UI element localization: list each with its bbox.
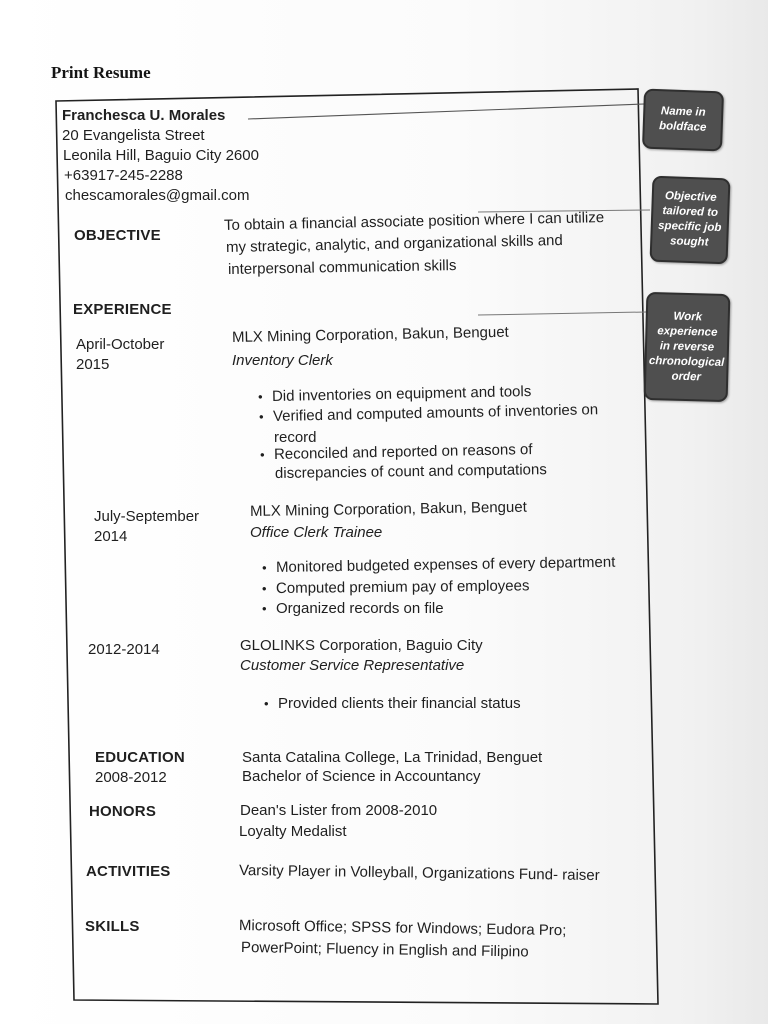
callout-2-line-2: tailored to xyxy=(662,205,719,219)
address-line-1: 20 Evangelista Street xyxy=(62,127,205,144)
callout-3-line-3: in reverse xyxy=(659,339,715,354)
job-3-dates: 2012-2014 xyxy=(88,641,160,658)
callout-3-line-4: chronological xyxy=(648,354,725,369)
address-line-2: Leonila Hill, Baguio City 2600 xyxy=(63,147,259,164)
objective-line-3: interpersonal communication skills xyxy=(227,257,457,278)
callout-2-line-3: specific job xyxy=(657,219,722,235)
experience-pointer-line xyxy=(478,312,646,315)
callout-1-line-1: Name in xyxy=(660,105,706,119)
name-pointer-line xyxy=(248,104,644,119)
education-years: 2008-2012 xyxy=(95,769,167,786)
callout-name-in-boldface xyxy=(642,89,724,152)
applicant-name: Franchesca U. Morales xyxy=(62,107,226,124)
skills-line-1: Microsoft Office; SPSS for Windows; Eudora Pro; xyxy=(238,917,567,940)
education-school: Santa Catalina College, La Trinidad, Benguet xyxy=(242,749,543,766)
job-1-bullet-2: • Verified and computed amounts of inventories on xyxy=(273,400,599,427)
page-title: Print Resume xyxy=(51,63,151,82)
job-3-position: Customer Service Representative xyxy=(240,657,465,674)
activities-text: Varsity Player in Volleyball, Organizations Fund- raiser xyxy=(238,862,600,885)
job-1-dates-line-1: April-October xyxy=(76,336,165,353)
job-2-position: Office Clerk Trainee xyxy=(250,524,383,541)
objective-line-2: my strategic, analytic, and organizational skills and xyxy=(225,231,563,256)
job-3-bullet-1: • Provided clients their financial status xyxy=(278,694,521,714)
job-1-dates-line-2: 2015 xyxy=(76,356,110,373)
honors-item-1: Dean's Lister from 2008-2010 xyxy=(240,802,438,819)
job-2-bullet-3: • Organized records on file xyxy=(276,599,444,619)
callout-3-line-1: Work xyxy=(673,310,703,323)
callout-2-line-4: sought xyxy=(669,235,709,249)
callout-1-line-2: boldface xyxy=(658,120,707,134)
objective-heading: OBJECTIVE xyxy=(74,227,161,244)
job-1-bullet-3-continued: discrepancies of count and computations xyxy=(274,461,547,482)
skills-heading: SKILLS xyxy=(85,918,140,935)
skills-line-2: PowerPoint; Fluency in English and Filipino xyxy=(240,939,529,961)
job-3-company: GLOLINKS Corporation, Baguio City xyxy=(240,637,483,654)
job-1-bullet-3: • Reconciled and reported on reasons of xyxy=(274,440,533,465)
callout-3-line-5: order xyxy=(671,370,702,383)
job-2-bullet-2: • Computed premium pay of employees xyxy=(276,576,530,599)
job-1-position: Inventory Clerk xyxy=(232,352,333,369)
activities-heading: ACTIVITIES xyxy=(86,863,171,880)
experience-heading: EXPERIENCE xyxy=(73,301,172,318)
honors-heading: HONORS xyxy=(89,803,157,820)
education-heading: EDUCATION xyxy=(95,749,185,766)
callout-work-experience-order xyxy=(644,292,731,402)
callout-objective-tailored xyxy=(650,176,731,265)
honors-item-2: Loyalty Medalist xyxy=(239,823,347,840)
job-1-company: MLX Mining Corporation, Bakun, Benguet xyxy=(231,323,509,346)
phone-number: +63917-245-2288 xyxy=(64,167,183,184)
job-2-bullet-1: • Monitored budgeted expenses of every department xyxy=(276,553,616,578)
job-1-bullet-1: • Did inventories on equipment and tools xyxy=(272,382,532,407)
email-address: chescamorales@gmail.com xyxy=(65,187,250,204)
job-1-bullet-2-continued: record xyxy=(274,429,317,446)
callout-3-line-2: experience xyxy=(657,324,718,339)
callout-2-line-1: Objective xyxy=(664,190,717,204)
job-2-dates-line-1: July-September xyxy=(94,508,200,525)
job-2-dates-line-2: 2014 xyxy=(94,528,128,545)
objective-line-1: To obtain a financial associate position where I can utilize xyxy=(223,209,605,234)
education-degree: Bachelor of Science in Accountancy xyxy=(242,768,481,785)
job-2-company: MLX Mining Corporation, Bakun, Benguet xyxy=(249,498,527,520)
